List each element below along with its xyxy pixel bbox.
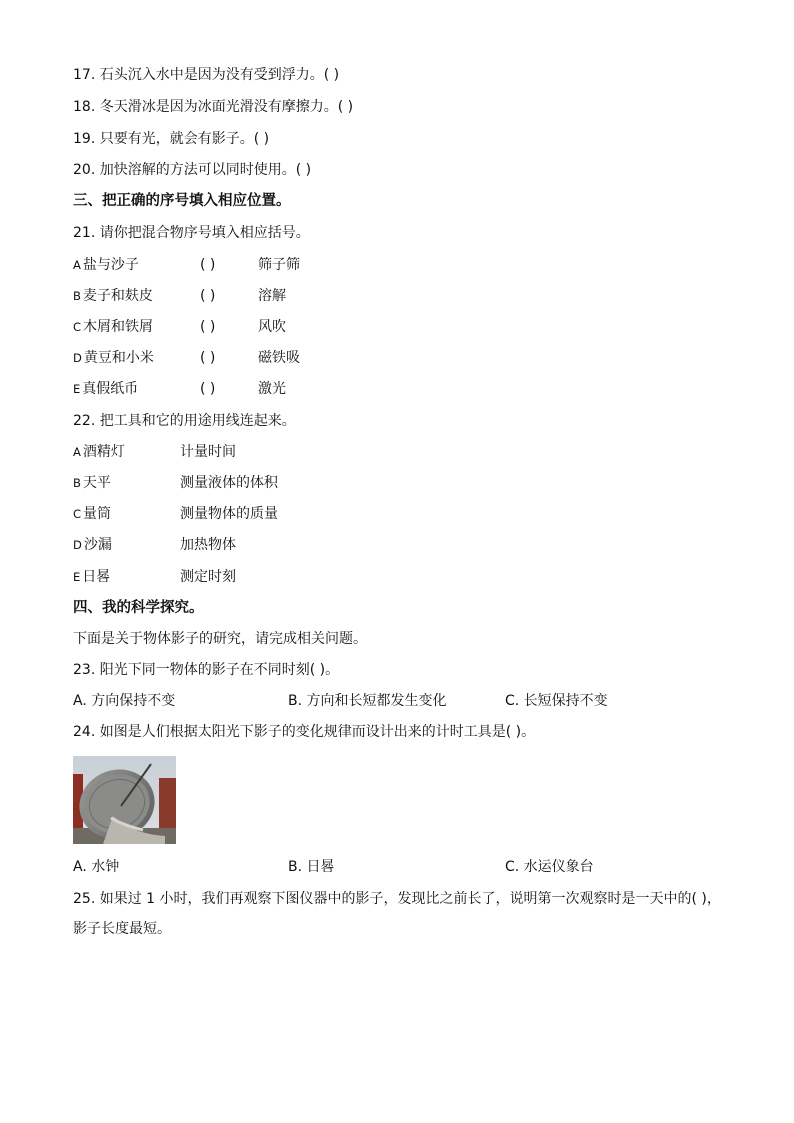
section-3-heading: 三、把正确的序号填入相应位置。 [73, 193, 291, 209]
question-24-prompt: 24. 如图是人们根据太阳光下影子的变化规律而设计出来的计时工具是( )。 [73, 724, 536, 740]
q21-row-d-blank[interactable]: ( ) [200, 350, 216, 366]
sundial-photo [73, 756, 176, 844]
question-25-line2: 影子长度最短。 [73, 921, 171, 937]
q21-row-d-method: 磁铁吸 [258, 350, 300, 366]
q24-option-a[interactable]: A. 水钟 [73, 859, 120, 875]
q21-row-b-item: B 麦子和麸皮 [73, 288, 153, 304]
q21-row-d-item: D 黄豆和小米 [73, 350, 154, 366]
q21-row-a-blank[interactable]: ( ) [200, 257, 216, 273]
q22-tool-a[interactable]: A 酒精灯 [73, 444, 125, 460]
q22-tool-d[interactable]: D 沙漏 [73, 537, 112, 553]
q22-use-4[interactable]: 加热物体 [180, 537, 236, 553]
question-20: 20. 加快溶解的方法可以同时使用。( ) [73, 162, 312, 178]
q23-option-b[interactable]: B. 方向和长短都发生变化 [288, 693, 447, 709]
q22-use-5[interactable]: 测定时刻 [180, 569, 236, 585]
q22-use-1[interactable]: 计量时间 [180, 444, 236, 460]
q21-row-a-item: A 盐与沙子 [73, 257, 139, 273]
q21-row-b-method: 溶解 [258, 288, 286, 304]
q22-use-3[interactable]: 测量物体的质量 [180, 506, 278, 522]
question-25-line1: 25. 如果过 1 小时，我们再观察下图仪器中的影子，发现比之前长了，说明第一次观察时是一天中的( )， [73, 891, 721, 907]
section-4-heading: 四、我的科学探究。 [73, 600, 204, 616]
q23-option-c[interactable]: C. 长短保持不变 [505, 693, 608, 709]
q24-option-c[interactable]: C. 水运仪象台 [505, 859, 594, 875]
q21-row-b-blank[interactable]: ( ) [200, 288, 216, 304]
q21-row-e-item: E 真假纸币 [73, 381, 139, 397]
question-17: 17. 石头沉入水中是因为没有受到浮力。( ) [73, 67, 340, 83]
question-22-prompt: 22. 把工具和它的用途用线连起来。 [73, 413, 296, 429]
section-4-intro: 下面是关于物体影子的研究，请完成相关问题。 [73, 631, 367, 647]
q22-tool-b[interactable]: B 天平 [73, 475, 111, 491]
q21-row-a-method: 筛子筛 [258, 257, 300, 273]
q23-option-a[interactable]: A. 方向保持不变 [73, 693, 176, 709]
q22-use-2[interactable]: 测量液体的体积 [180, 475, 278, 491]
question-21-prompt: 21. 请你把混合物序号填入相应括号。 [73, 225, 310, 241]
question-19: 19. 只要有光，就会有影子。( ) [73, 131, 270, 147]
q21-row-c-item: C 木屑和铁屑 [73, 319, 154, 335]
question-18: 18. 冬天滑冰是因为冰面光滑没有摩擦力。( ) [73, 99, 354, 115]
q22-tool-c[interactable]: C 量筒 [73, 506, 112, 522]
q21-row-e-blank[interactable]: ( ) [200, 381, 216, 397]
q21-row-c-blank[interactable]: ( ) [200, 319, 216, 335]
q21-row-c-method: 风吹 [258, 319, 286, 335]
q22-tool-e[interactable]: E 日晷 [73, 569, 111, 585]
question-23-prompt: 23. 阳光下同一物体的影子在不同时刻( )。 [73, 662, 340, 678]
q21-row-e-method: 激光 [258, 381, 286, 397]
q24-option-b[interactable]: B. 日晷 [288, 859, 335, 875]
